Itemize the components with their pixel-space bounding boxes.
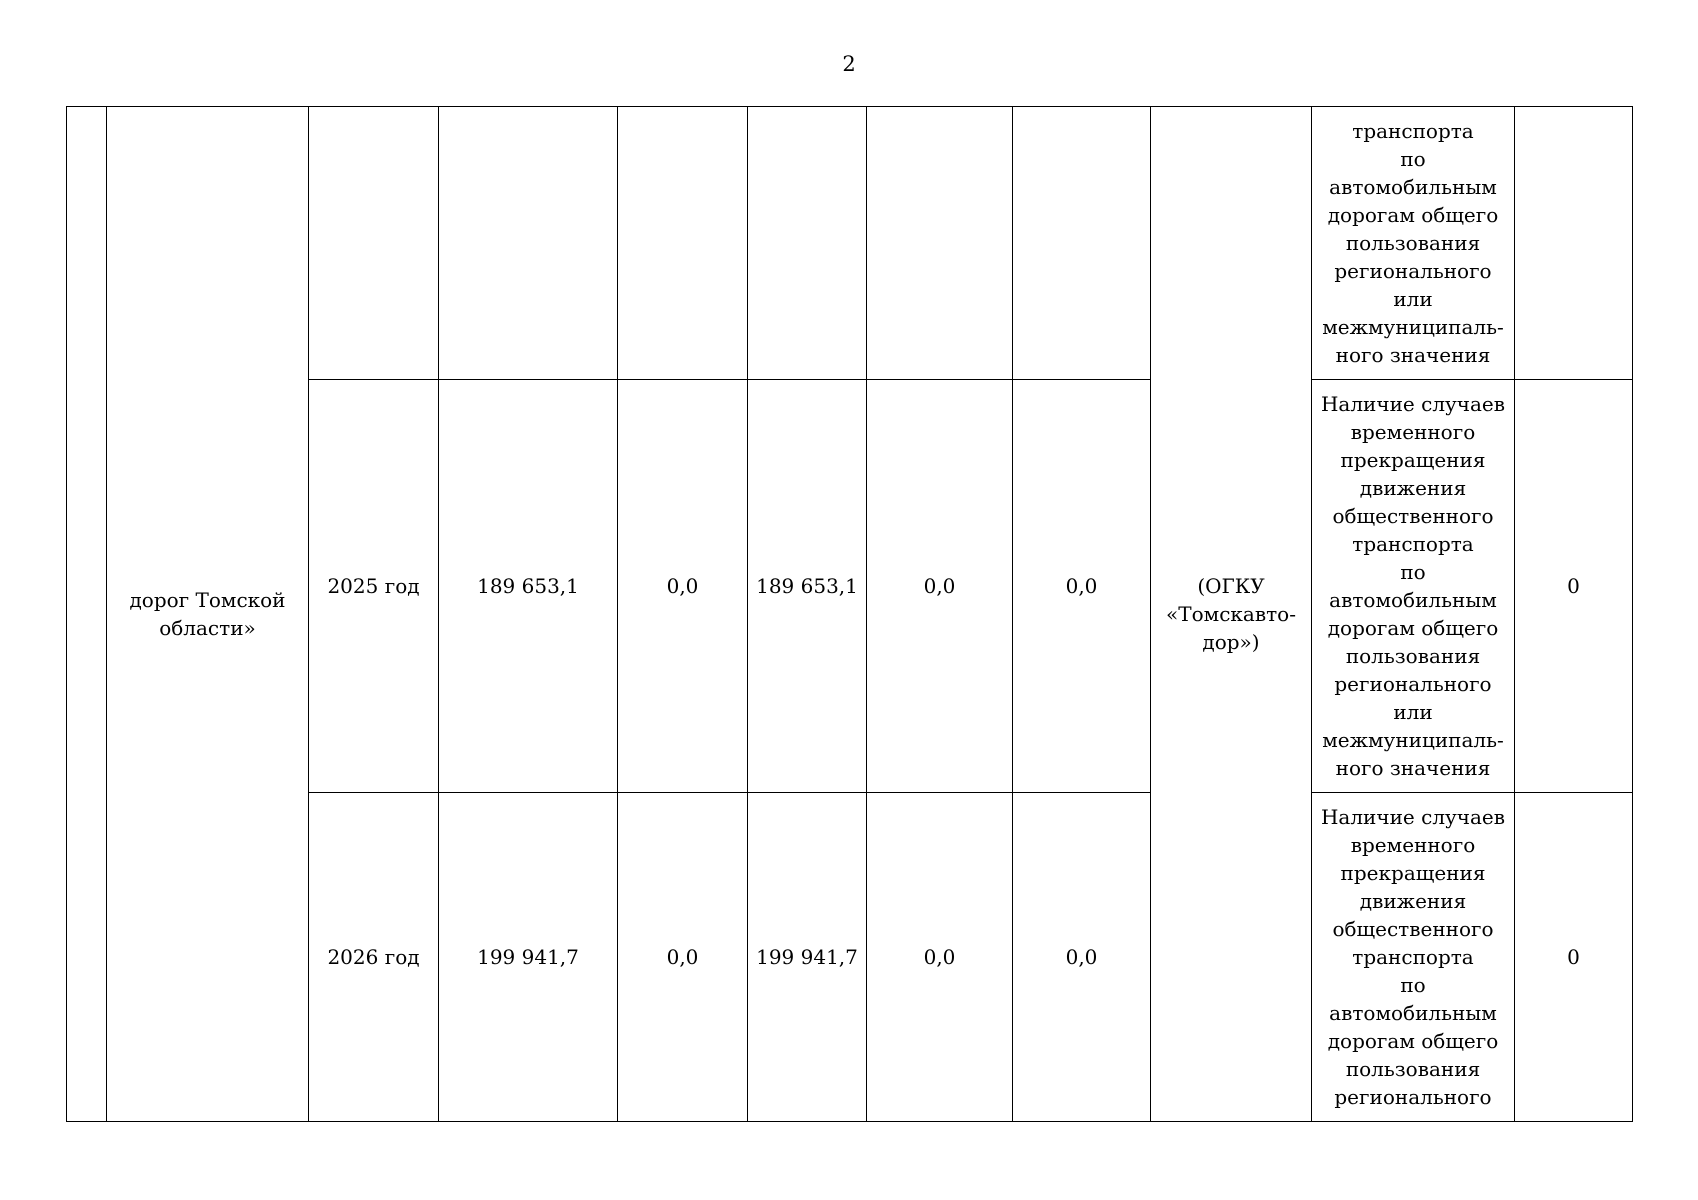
indicator-line: общественного xyxy=(1332,504,1494,528)
indicator-line: общественного xyxy=(1332,917,1494,941)
indicator-line: или xyxy=(1393,287,1433,311)
indicator-line: Наличие случаев xyxy=(1320,805,1506,829)
index-cell xyxy=(67,107,107,1122)
indicator-line: транспорта xyxy=(1352,945,1474,969)
year-cell: 2025 год xyxy=(309,380,439,793)
indicator-line: межмуниципаль- xyxy=(1322,315,1504,339)
page-number: 2 xyxy=(842,52,856,76)
indicator-line: пользования xyxy=(1345,231,1481,255)
indicator-cell xyxy=(1312,380,1515,793)
indicator-line: пользования xyxy=(1345,644,1481,668)
total-cell: 199 941,7 xyxy=(439,793,618,1122)
indicator-line: регионального xyxy=(1334,259,1492,283)
executor-line: «Томскавто- xyxy=(1166,602,1296,626)
indicator-line: прекращения xyxy=(1340,861,1486,885)
indicator-line: дорогам общего xyxy=(1327,1029,1499,1053)
indicator-line: по xyxy=(1400,147,1426,171)
event-name-line: области» xyxy=(159,616,256,640)
indicator-line: ного значения xyxy=(1335,343,1491,367)
regional-cell: 189 653,1 xyxy=(748,380,867,793)
indicator-line: дорогам общего xyxy=(1327,203,1499,227)
local-cell: 0,0 xyxy=(867,380,1013,793)
indicator-line: по xyxy=(1400,560,1426,584)
indicator-line: пользования xyxy=(1345,1057,1481,1081)
federal-cell: 0,0 xyxy=(618,380,748,793)
indicator-line: автомобильным xyxy=(1329,1001,1497,1025)
indicator-cell xyxy=(1312,107,1515,380)
regional-cell: 199 941,7 xyxy=(748,793,867,1122)
indicator-line: временного xyxy=(1350,833,1476,857)
indicator-line: дорогам общего xyxy=(1327,616,1499,640)
event-name-line: дорог Томской xyxy=(129,588,286,612)
total-cell: 189 653,1 xyxy=(439,380,618,793)
executor-line: (ОГКУ xyxy=(1197,574,1265,598)
executor-line: дор») xyxy=(1202,630,1260,654)
indicator-value-cell: 0 xyxy=(1515,793,1633,1122)
indicator-line: прекращения xyxy=(1340,448,1486,472)
year-cell xyxy=(309,107,439,380)
indicator-line: движения xyxy=(1359,476,1467,500)
indicator-line: регионального xyxy=(1334,672,1492,696)
other-cell xyxy=(1013,107,1151,380)
executor-cell xyxy=(1151,107,1312,1122)
indicator-value-cell: 0 xyxy=(1515,380,1633,793)
indicator-line: или xyxy=(1393,700,1433,724)
table-row xyxy=(67,107,1633,380)
indicator-line: транспорта xyxy=(1352,119,1474,143)
year-cell: 2026 год xyxy=(309,793,439,1122)
indicator-line: по xyxy=(1400,973,1426,997)
federal-cell xyxy=(618,107,748,380)
indicator-line: транспорта xyxy=(1352,532,1474,556)
regional-cell xyxy=(748,107,867,380)
other-cell: 0,0 xyxy=(1013,380,1151,793)
indicator-line: ного значения xyxy=(1335,756,1491,780)
indicator-line: временного xyxy=(1350,420,1476,444)
indicator-line: межмуниципаль- xyxy=(1322,728,1504,752)
total-cell xyxy=(439,107,618,380)
indicator-line: автомобильным xyxy=(1329,175,1497,199)
program-table xyxy=(66,106,1633,1122)
event-name-cell xyxy=(107,107,309,1122)
other-cell: 0,0 xyxy=(1013,793,1151,1122)
indicator-line: Наличие случаев xyxy=(1320,392,1506,416)
indicator-line: движения xyxy=(1359,889,1467,913)
local-cell: 0,0 xyxy=(867,793,1013,1122)
indicator-line: автомобильным xyxy=(1329,588,1497,612)
indicator-value-cell xyxy=(1515,107,1633,380)
indicator-line: регионального xyxy=(1334,1085,1492,1109)
indicator-cell xyxy=(1312,793,1515,1122)
local-cell xyxy=(867,107,1013,380)
federal-cell: 0,0 xyxy=(618,793,748,1122)
